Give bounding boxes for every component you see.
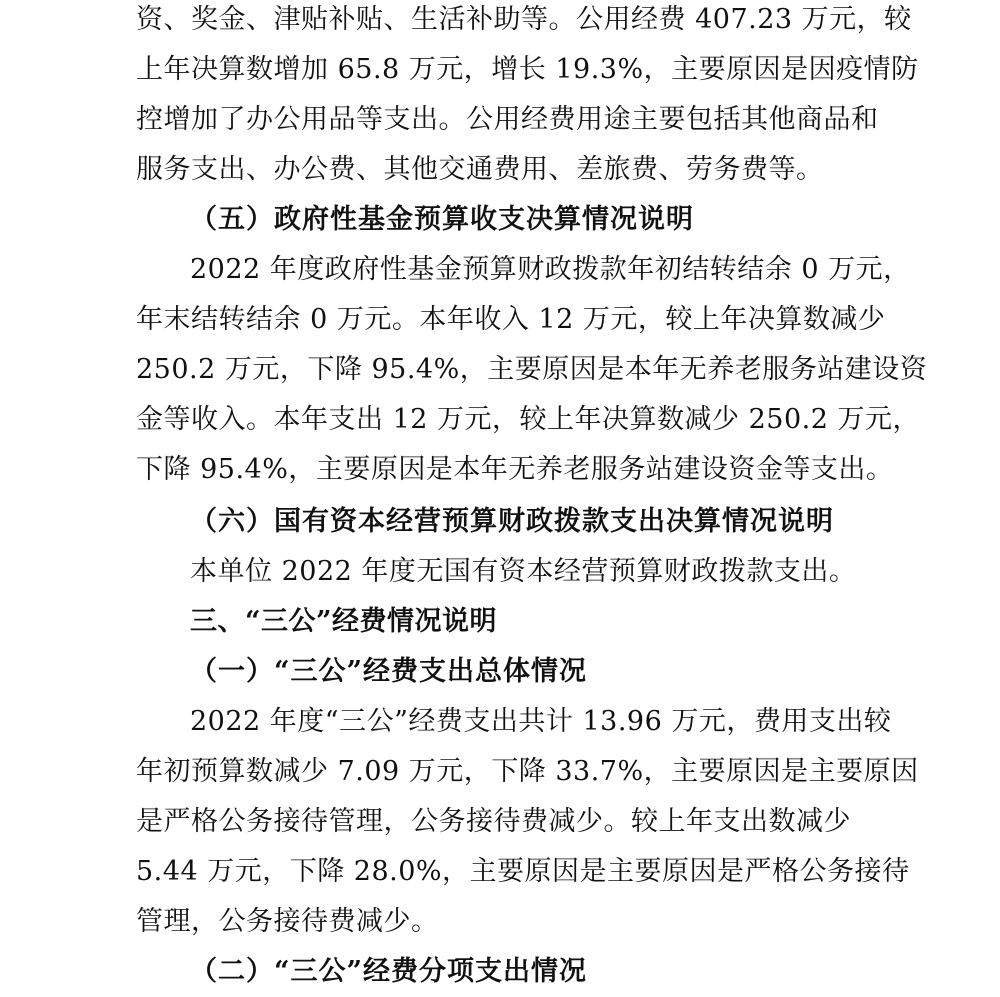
paragraph-line: 控增加了办公用品等支出。公用经费用途主要包括其他商品和	[136, 104, 879, 135]
paragraph-line: 服务支出、办公费、其他交通费用、差旅费、劳务费等。	[136, 154, 824, 185]
paragraph-line: 年末结转结余 0 万元。本年收入 12 万元，较上年决算数减少	[136, 304, 886, 335]
section-heading-3: 三、“三公”经费情况说明	[190, 606, 498, 637]
paragraph-line: 本单位 2022 年度无国有资本经营预算财政拨款支出。	[190, 556, 857, 587]
paragraph-line: 2022 年度“三公”经费支出共计 13.96 万元，费用支出较	[190, 706, 892, 737]
paragraph-line: 上年决算数增加 65.8 万元，增长 19.3%，主要原因是因疫情防	[136, 54, 919, 85]
section-heading-6: （六）国有资本经营预算财政拨款支出决算情况说明	[190, 506, 834, 537]
subsection-heading-1: （一）“三公”经费支出总体情况	[190, 656, 588, 687]
paragraph-line: 资、奖金、津贴补贴、生活补助等。公用经费 407.23 万元，较	[136, 4, 912, 35]
paragraph-line: 250.2 万元，下降 95.4%，主要原因是本年无养老服务站建设资	[136, 354, 928, 385]
paragraph-line: 5.44 万元，下降 28.0%，主要原因是主要原因是严格公务接待	[136, 856, 910, 887]
paragraph-line: 是严格公务接待管理，公务接待费减少。较上年支出数减少	[136, 806, 851, 837]
subsection-heading-2: （二）“三公”经费分项支出情况	[190, 956, 588, 987]
paragraph-line: 管理，公务接待费减少。	[136, 906, 439, 937]
paragraph-line: 2022 年度政府性基金预算财政拨款年初结转结余 0 万元，	[190, 254, 911, 285]
paragraph-line: 下降 95.4%，主要原因是本年无养老服务站建设资金等支出。	[136, 454, 894, 485]
paragraph-line: 金等收入。本年支出 12 万元，较上年决算数减少 250.2 万元，	[136, 404, 920, 435]
paragraph-line: 年初预算数减少 7.09 万元，下降 33.7%，主要原因是主要原因	[136, 756, 919, 787]
section-heading-5: （五）政府性基金预算收支决算情况说明	[190, 204, 694, 235]
